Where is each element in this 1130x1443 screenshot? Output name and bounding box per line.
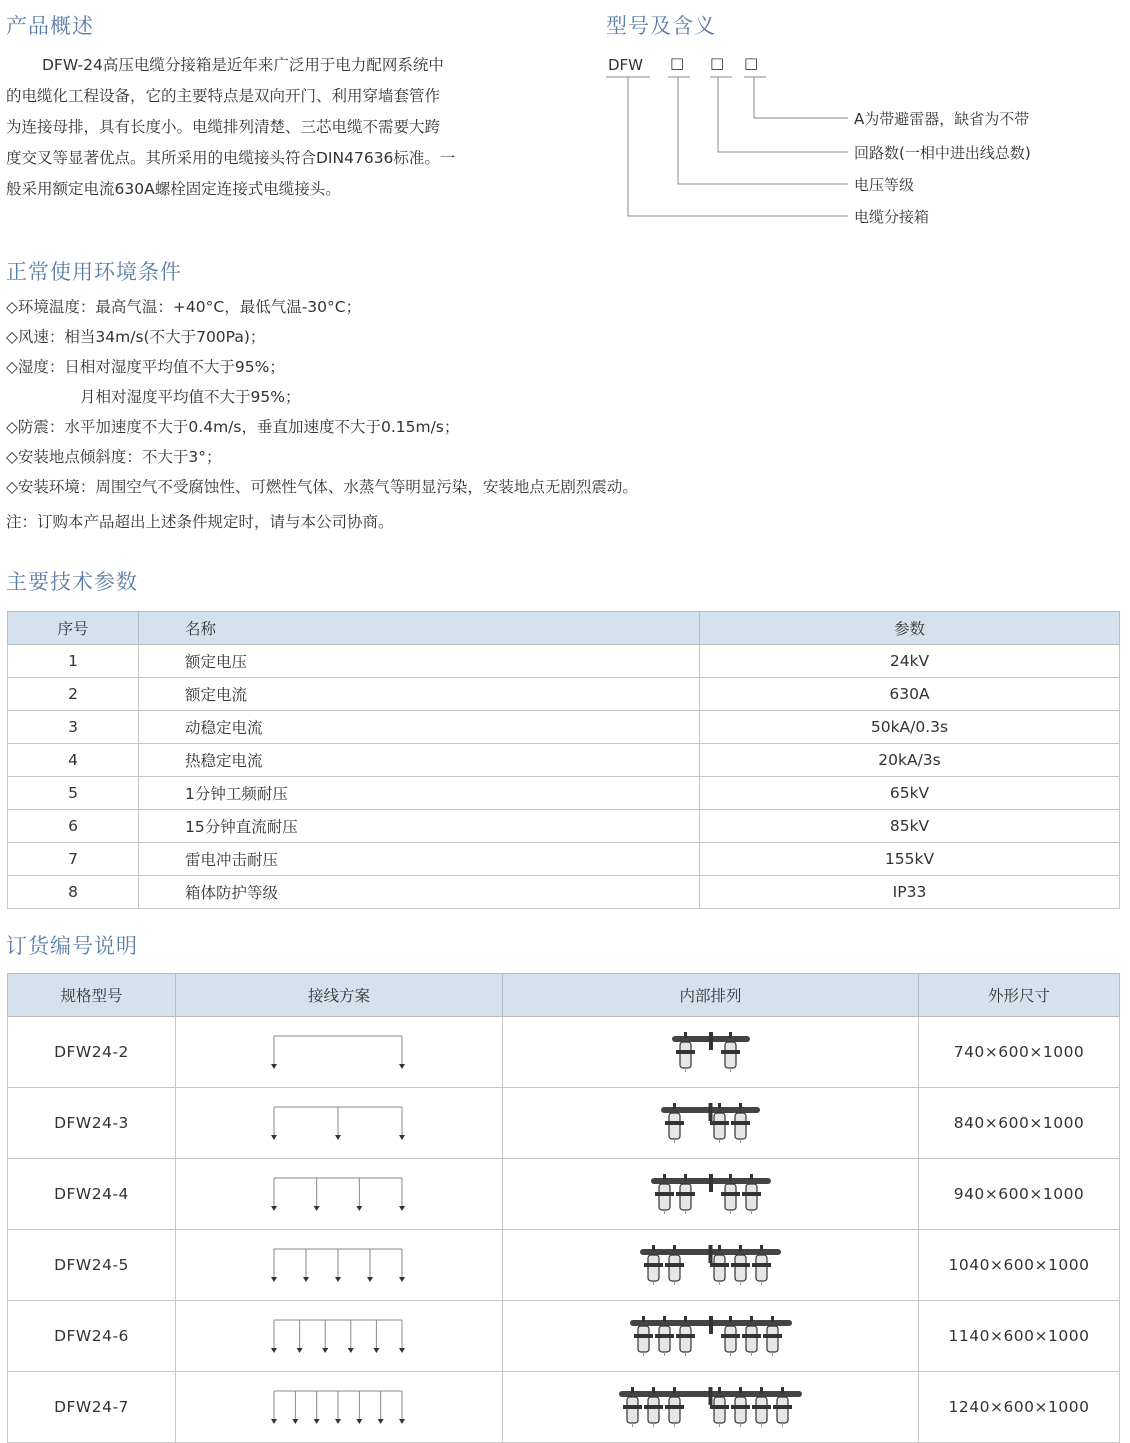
ordering-cell-wiring <box>176 1159 503 1230</box>
ordering-cell-layout <box>503 1088 919 1159</box>
internal-layout-icon <box>626 1314 796 1358</box>
wiring-arrow-icon <box>314 1419 320 1424</box>
wiring-arrow-icon <box>373 1348 379 1353</box>
wiring-arrow-icon <box>399 1064 405 1069</box>
specs-cell-index: 5 <box>8 777 139 810</box>
specs-cell-value: IP33 <box>700 876 1120 909</box>
specs-row <box>8 777 1120 810</box>
specs-table <box>7 611 1120 909</box>
cable-terminal-shape <box>659 1184 670 1210</box>
wiring-arrow-icon <box>297 1348 303 1353</box>
wiring-diagram <box>269 1032 409 1072</box>
model-box-arrester: □ <box>744 54 759 72</box>
conditions-list <box>6 292 638 502</box>
wiring-arrow-icon <box>399 1135 405 1140</box>
specs-cell-name: 动稳定电流 <box>139 711 700 744</box>
wiring-arrow-icon <box>399 1419 405 1424</box>
overview-line: 的电缆化工程设备，它的主要特点是双向开门、利用穿墙套管作 <box>6 87 441 105</box>
ordering-cell-size: 1140×600×1000 <box>919 1301 1120 1372</box>
overview-line: 为连接母排，具有长度小。电缆排列清楚、三芯电缆不需要大跨 <box>6 118 441 136</box>
specs-cell-name: 1分钟工频耐压 <box>139 777 700 810</box>
specs-cell-index: 3 <box>8 711 139 744</box>
wiring-arrow-icon <box>335 1277 341 1282</box>
wiring-arrow-icon <box>314 1206 320 1211</box>
ordering-cell-wiring <box>176 1372 503 1443</box>
ordering-cell-size: 740×600×1000 <box>919 1017 1120 1088</box>
cable-terminal-shape <box>714 1255 725 1281</box>
specs-cell-value: 630A <box>700 678 1120 711</box>
model-meaning-circuits: 回路数(一相中进出线总数) <box>854 144 1031 162</box>
wiring-arrow-icon <box>399 1348 405 1353</box>
cable-terminal-shape <box>669 1113 680 1139</box>
wiring-arrow-icon <box>322 1348 328 1353</box>
ordering-cell-size: 1240×600×1000 <box>919 1372 1120 1443</box>
ordering-cell-model: DFW24-4 <box>8 1159 176 1230</box>
model-title: 型号及含义 <box>606 14 716 38</box>
ordering-cell-model: DFW24-3 <box>8 1088 176 1159</box>
wiring-arrow-icon <box>271 1064 277 1069</box>
specs-header-name: 名称 <box>139 612 700 645</box>
specs-cell-value: 50kA/0.3s <box>700 711 1120 744</box>
ordering-cell-wiring <box>176 1088 503 1159</box>
cable-terminal-shape <box>680 1184 691 1210</box>
cable-terminal-shape <box>735 1397 746 1423</box>
ordering-cell-size: 840×600×1000 <box>919 1088 1120 1159</box>
specs-cell-name: 箱体防护等级 <box>139 876 700 909</box>
model-meaning-arrester: A为带避雷器，缺省为不带 <box>854 110 1030 128</box>
wiring-arrow-icon <box>303 1277 309 1282</box>
cable-terminal-shape <box>669 1255 680 1281</box>
condition-item: ◇防震：水平加速度不大于0.4m/s，垂直加速度不大于0.15m/s； <box>6 418 460 436</box>
wiring-arrow-icon <box>348 1348 354 1353</box>
ordering-header-wiring: 接线方案 <box>176 974 503 1017</box>
specs-cell-index: 4 <box>8 744 139 777</box>
specs-cell-name: 额定电压 <box>139 645 700 678</box>
specs-header-row <box>8 612 1120 645</box>
wiring-arrow-icon <box>292 1419 298 1424</box>
wiring-arrow-icon <box>356 1206 362 1211</box>
overview-title: 产品概述 <box>6 14 94 38</box>
wiring-arrow-icon <box>271 1348 277 1353</box>
ordering-cell-wiring <box>176 1301 503 1372</box>
specs-cell-index: 2 <box>8 678 139 711</box>
ordering-cell-size: 1040×600×1000 <box>919 1230 1120 1301</box>
cable-terminal-shape <box>659 1326 670 1352</box>
condition-item: ◇安装地点倾斜度：不大于3°； <box>6 448 222 466</box>
ordering-header-size: 外形尺寸 <box>919 974 1120 1017</box>
ordering-row <box>8 1301 1120 1372</box>
specs-row <box>8 711 1120 744</box>
specs-cell-value: 24kV <box>700 645 1120 678</box>
ordering-header-layout: 内部排列 <box>503 974 919 1017</box>
ordering-cell-wiring <box>176 1017 503 1088</box>
cable-terminal-shape <box>669 1397 680 1423</box>
specs-row <box>8 678 1120 711</box>
model-meaning-product: 电缆分接箱 <box>854 208 930 226</box>
wiring-arrow-icon <box>271 1277 277 1282</box>
ordering-cell-size: 940×600×1000 <box>919 1159 1120 1230</box>
wiring-arrow-icon <box>356 1419 362 1424</box>
cable-terminal-shape <box>756 1397 767 1423</box>
wiring-arrow-icon <box>378 1419 384 1424</box>
cable-terminal-shape <box>746 1326 757 1352</box>
specs-cell-value: 65kV <box>700 777 1120 810</box>
specs-cell-value: 20kA/3s <box>700 744 1120 777</box>
cable-terminal-shape <box>714 1113 725 1139</box>
wiring-arrow-icon <box>271 1206 277 1211</box>
cable-terminal-shape <box>735 1113 746 1139</box>
cable-terminal-shape <box>725 1326 736 1352</box>
model-box-voltage: □ <box>670 54 685 72</box>
model-prefix: DFW <box>608 56 644 74</box>
model-meaning-voltage: 电压等级 <box>854 176 915 194</box>
cable-terminal-shape <box>648 1255 659 1281</box>
condition-item: ◇环境温度：最高气温：+40°C，最低气温-30°C； <box>6 298 362 316</box>
ordering-cell-model: DFW24-2 <box>8 1017 176 1088</box>
ordering-cell-layout <box>503 1230 919 1301</box>
specs-header-index: 序号 <box>8 612 139 645</box>
specs-row <box>8 876 1120 909</box>
ordering-row <box>8 1159 1120 1230</box>
condition-item: ◇安装环境：周围空气不受腐蚀性、可燃性气体、水蒸气等明显污染，安装地点无剧烈震动。 <box>6 478 638 496</box>
wiring-arrow-icon <box>335 1135 341 1140</box>
conditions-title: 正常使用环境条件 <box>6 260 182 284</box>
ordering-row <box>8 1230 1120 1301</box>
cable-terminal-shape <box>725 1042 736 1068</box>
specs-cell-index: 6 <box>8 810 139 843</box>
conditions-note: 注：订购本产品超出上述条件规定时，请与本公司协商。 <box>6 513 394 531</box>
ordering-cell-model: DFW24-5 <box>8 1230 176 1301</box>
ordering-row <box>8 1088 1120 1159</box>
wiring-diagram <box>269 1174 409 1214</box>
ordering-cell-layout <box>503 1159 919 1230</box>
specs-cell-index: 1 <box>8 645 139 678</box>
overview-line: 度交叉等显著优点。其所采用的电缆接头符合DIN47636标准。一 <box>6 149 456 167</box>
cable-terminal-shape <box>714 1397 725 1423</box>
internal-layout-icon <box>636 1243 785 1287</box>
cable-terminal-shape <box>627 1397 638 1423</box>
wiring-arrow-icon <box>335 1419 341 1424</box>
ordering-title: 订货编号说明 <box>6 934 138 958</box>
ordering-cell-layout <box>503 1017 919 1088</box>
cable-terminal-shape <box>735 1255 746 1281</box>
model-diagram <box>606 50 1126 240</box>
ordering-cell-model: DFW24-7 <box>8 1372 176 1443</box>
wiring-arrow-icon <box>271 1419 277 1424</box>
specs-cell-name: 热稳定电流 <box>139 744 700 777</box>
ordering-cell-layout <box>503 1372 919 1443</box>
cable-terminal-shape <box>638 1326 649 1352</box>
specs-cell-index: 7 <box>8 843 139 876</box>
internal-layout-icon <box>615 1385 806 1429</box>
wiring-diagram <box>269 1316 409 1356</box>
cable-terminal-shape <box>680 1326 691 1352</box>
cable-terminal-shape <box>680 1042 691 1068</box>
ordering-cell-layout <box>503 1301 919 1372</box>
cable-terminal-shape <box>777 1397 788 1423</box>
specs-cell-name: 额定电流 <box>139 678 700 711</box>
wiring-diagram <box>269 1103 409 1143</box>
specs-row <box>8 843 1120 876</box>
ordering-row <box>8 1372 1120 1443</box>
ordering-header-model: 规格型号 <box>8 974 176 1017</box>
cable-terminal-shape <box>767 1326 778 1352</box>
wiring-diagram <box>269 1245 409 1285</box>
condition-item: ◇湿度：日相对湿度平均值不大于95%； <box>6 358 285 376</box>
specs-cell-name: 雷电冲击耐压 <box>139 843 700 876</box>
specs-title: 主要技术参数 <box>6 570 138 594</box>
cable-terminal-shape <box>746 1184 757 1210</box>
cable-terminal-shape <box>725 1184 736 1210</box>
wiring-arrow-icon <box>367 1277 373 1282</box>
ordering-row <box>8 1017 1120 1088</box>
ordering-cell-wiring <box>176 1230 503 1301</box>
specs-row <box>8 810 1120 843</box>
cable-terminal-shape <box>756 1255 767 1281</box>
overview-paragraph <box>6 50 546 205</box>
specs-row <box>8 645 1120 678</box>
internal-layout-icon <box>657 1101 764 1145</box>
wiring-arrow-icon <box>399 1206 405 1211</box>
specs-cell-value: 85kV <box>700 810 1120 843</box>
overview-line: 般采用额定电流630A螺栓固定连接式电缆接头。 <box>6 180 341 198</box>
cable-terminal-shape <box>648 1397 659 1423</box>
wiring-arrow-icon <box>399 1277 405 1282</box>
internal-layout-icon <box>647 1172 775 1216</box>
ordering-header-row <box>8 974 1120 1017</box>
condition-item: 月相对湿度平均值不大于95%； <box>80 388 301 406</box>
internal-layout-icon <box>668 1030 754 1074</box>
specs-cell-value: 155kV <box>700 843 1120 876</box>
wiring-arrow-icon <box>271 1135 277 1140</box>
specs-cell-index: 8 <box>8 876 139 909</box>
condition-item: ◇风速：相当34m/s(不大于700Pa)； <box>6 328 266 346</box>
ordering-table <box>7 973 1120 1443</box>
specs-cell-name: 15分钟直流耐压 <box>139 810 700 843</box>
specs-header-value: 参数 <box>700 612 1120 645</box>
specs-row <box>8 744 1120 777</box>
ordering-cell-model: DFW24-6 <box>8 1301 176 1372</box>
model-box-circuits: □ <box>710 54 725 72</box>
wiring-diagram <box>269 1387 409 1427</box>
overview-line: DFW-24高压电缆分接箱是近年来广泛用于电力配网系统中 <box>42 56 444 74</box>
